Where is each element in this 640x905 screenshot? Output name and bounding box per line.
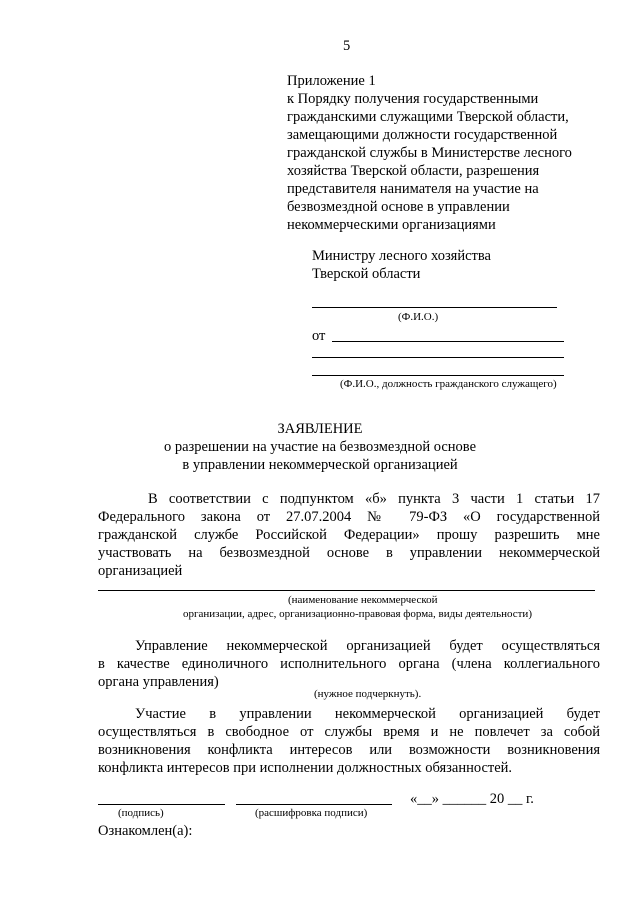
paragraph-line: Участие в управлении некоммерческой организацией будет [135, 706, 600, 722]
page-number: 5 [343, 38, 351, 54]
sender-caption: (Ф.И.О., должность гражданского служащего) [340, 378, 557, 390]
statement-title: ЗАЯВЛЕНИЕ [277, 421, 363, 437]
paragraph-line: в качестве единоличного исполнительного органа (члена коллегиального [98, 656, 600, 672]
fio-caption: (Ф.И.О.) [398, 311, 439, 323]
signature-caption: (подпись) [118, 807, 164, 819]
paragraph-line: конфликта интересов при исполнении должностных обязанностей. [98, 760, 513, 776]
addressee-line1: Министру лесного хозяйства [312, 248, 491, 264]
underline-note: (нужное подчеркнуть). [314, 688, 422, 700]
appendix-title: Приложение 1 [287, 73, 376, 89]
acknowledged-label: Ознакомлен(а): [98, 823, 193, 839]
appendix-line: безвозмездной основе в управлении [287, 199, 510, 215]
statement-subtitle: в управлении некоммерческой организацией [182, 457, 458, 473]
date-field: «__» ______ 20 __ г. [410, 791, 534, 807]
appendix-line: замещающими должности государственной [287, 127, 558, 143]
sender-blank-line [312, 375, 564, 376]
sender-blank-line [332, 341, 564, 342]
appendix-line: хозяйства Тверской области, разрешения [287, 163, 540, 179]
paragraph-line: осуществляться в свободное от службы время и не повлечет за собой [98, 724, 600, 740]
appendix-line: некоммерческими организациями [287, 217, 496, 233]
paragraph-line: участвовать на безвозмездной основе в управлении некоммерческой [98, 545, 600, 561]
appendix-line: гражданскими служащими Тверской области, [287, 109, 569, 125]
appendix-line: гражданской службы в Министерстве лесного [287, 145, 572, 161]
fio-blank-line [312, 307, 557, 308]
signature-blank-line [98, 804, 225, 805]
paragraph-line: органа управления) [98, 674, 219, 690]
organization-blank-line [98, 590, 595, 591]
appendix-line: представителя нанимателя на участие на [287, 181, 539, 197]
paragraph-line: возникновения конфликта интересов или возможности возникновения [98, 742, 600, 758]
addressee-line2: Тверской области [312, 266, 421, 282]
paragraph-line: Управление некоммерческой организацией будет осуществляться [135, 638, 600, 654]
paragraph-line: организацией [98, 563, 183, 579]
sender-blank-line [312, 357, 564, 358]
from-label: от [312, 328, 326, 344]
signature-decode-blank-line [236, 804, 392, 805]
paragraph-line: Федерального закона от 27.07.2004 № 79-ФЗ «О государственной [98, 509, 600, 525]
organization-caption: (наименование некоммерческой [288, 594, 438, 606]
paragraph-line: гражданской службе Российской Федерации» прошу разрешить мне [98, 527, 600, 543]
paragraph-line: В соответствии с подпунктом «б» пункта 3 части 1 статьи 17 [148, 491, 600, 507]
organization-caption: организации, адрес, организационно-правовая форма, виды деятельности) [183, 608, 532, 620]
appendix-line: к Порядку получения государственными [287, 91, 539, 107]
signature-decode-caption: (расшифровка подписи) [255, 807, 368, 819]
statement-subtitle: о разрешении на участие на безвозмездной основе [163, 439, 477, 455]
